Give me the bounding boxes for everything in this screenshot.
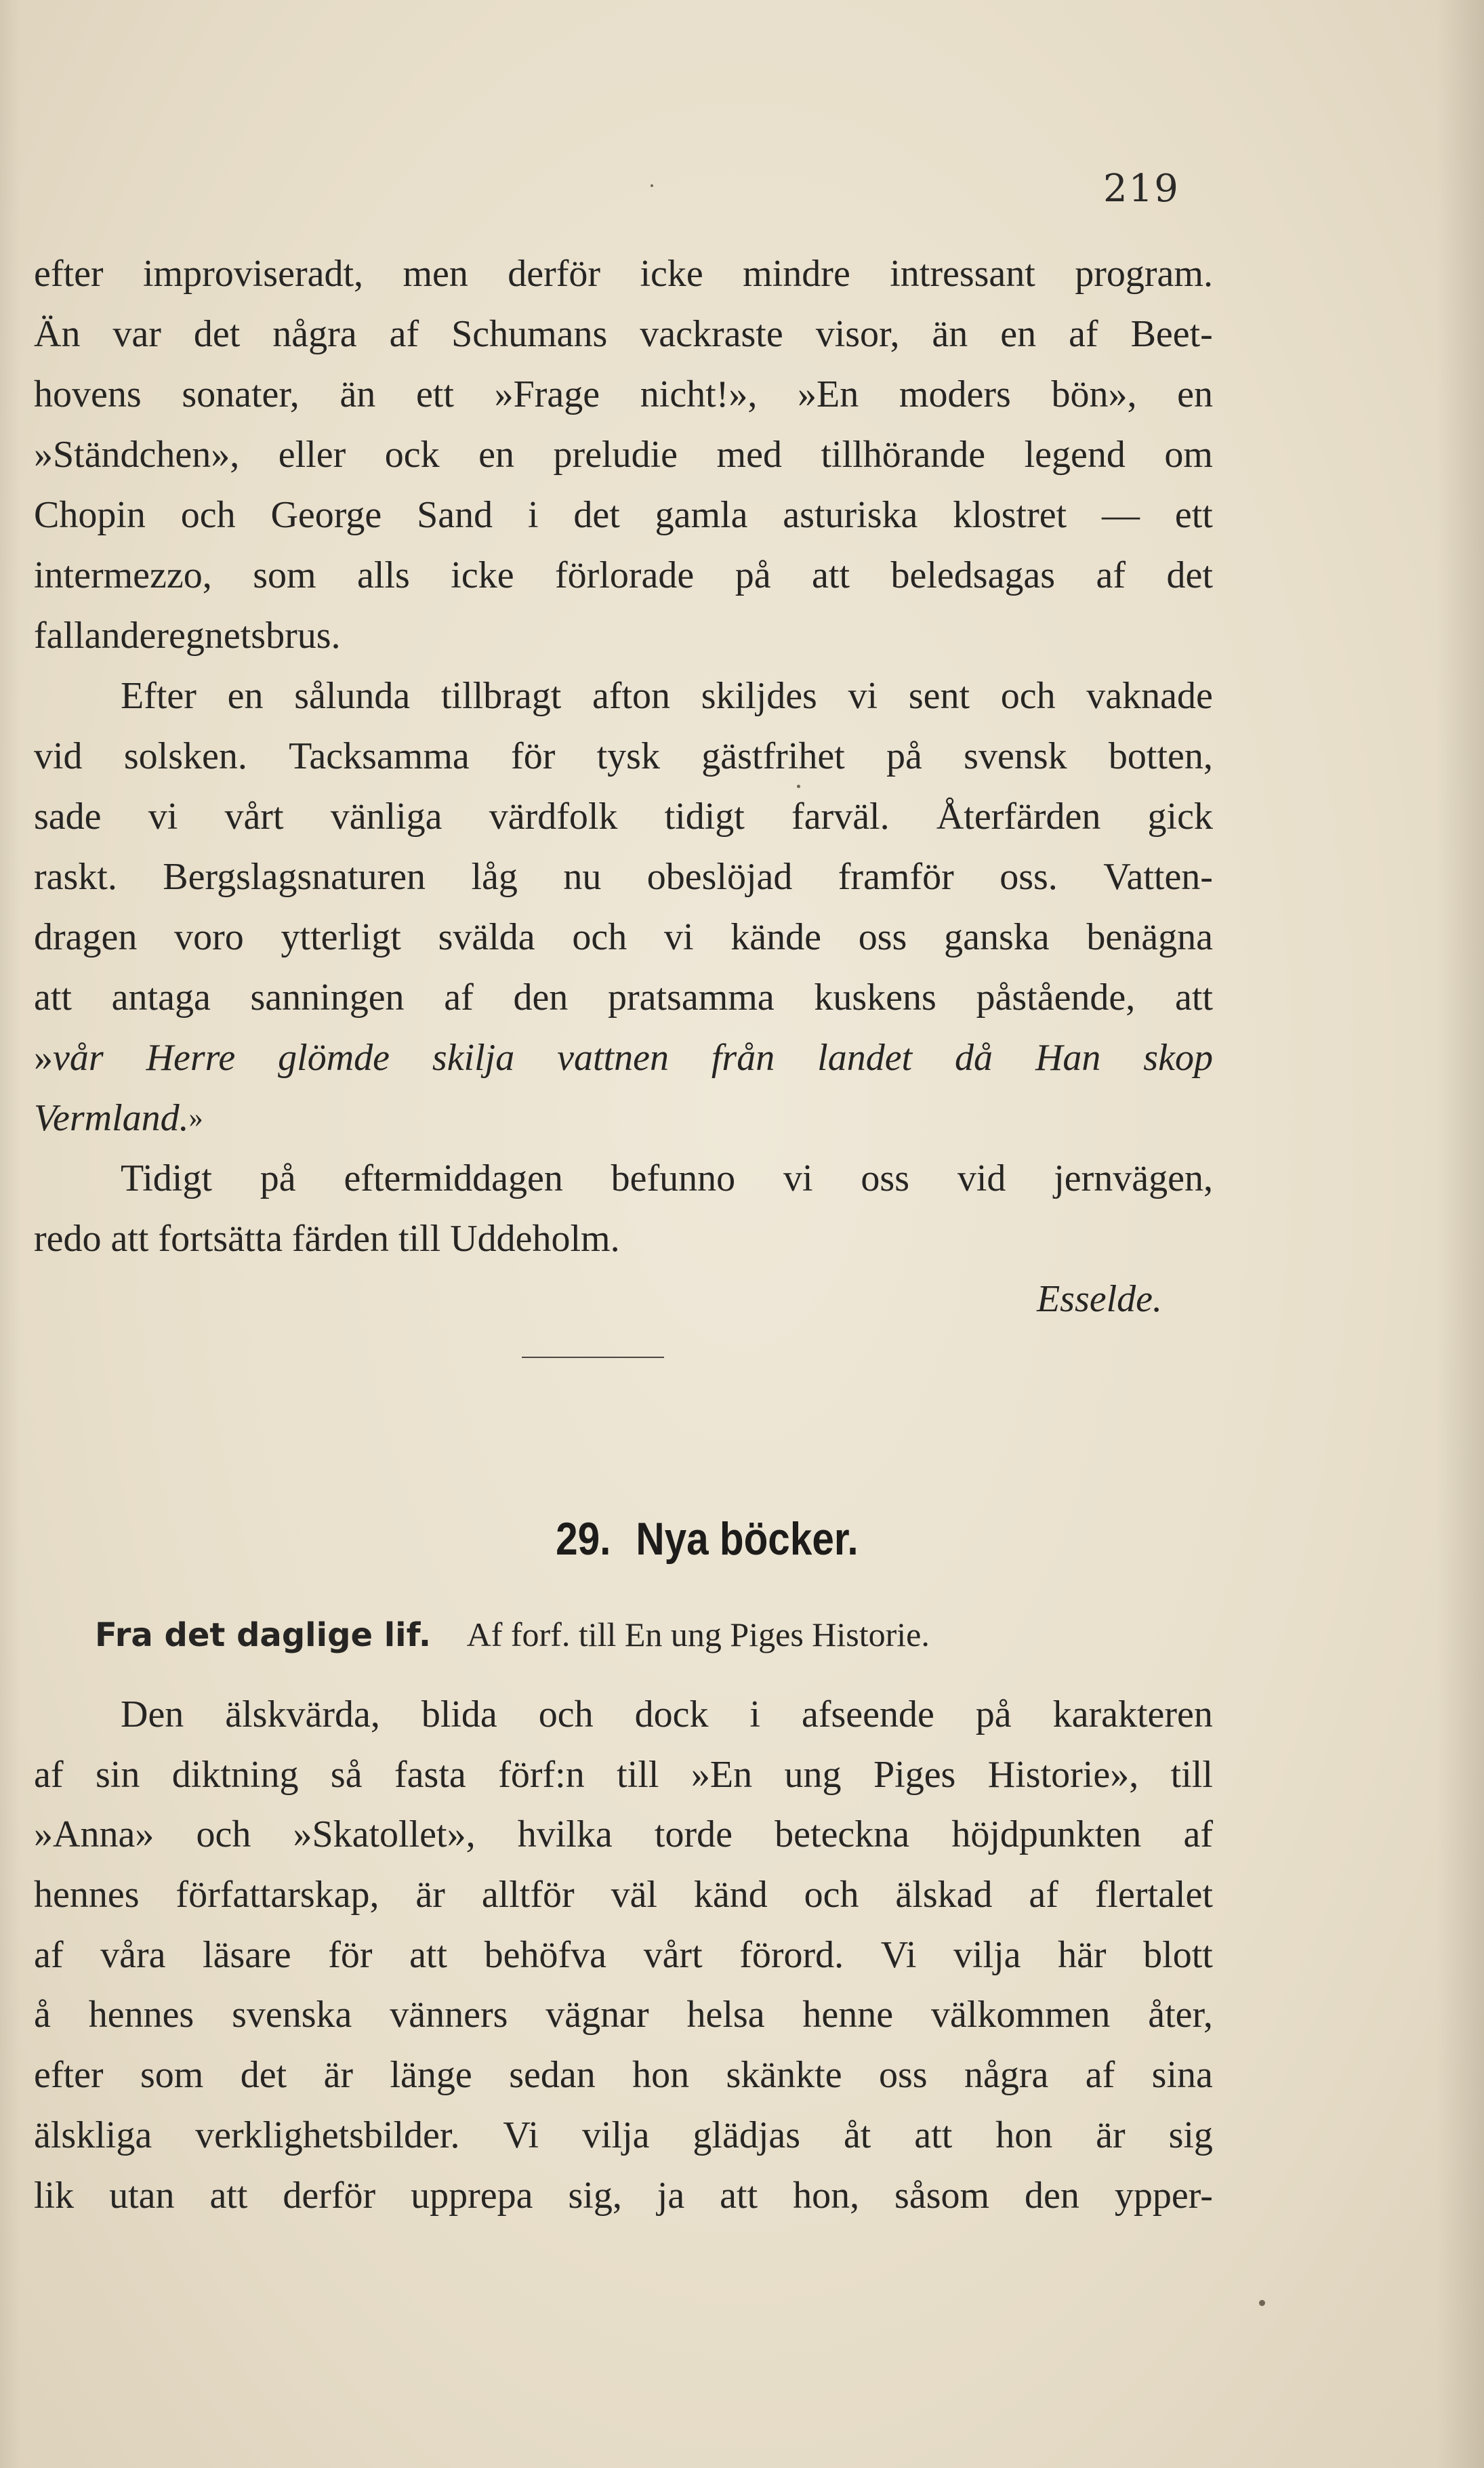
section-divider: [522, 1357, 664, 1358]
quote-text: [53, 1028, 1213, 1088]
word: att: [812, 554, 850, 596]
word: väl: [611, 1874, 657, 1916]
quote-line: [34, 1088, 1213, 1149]
word: intressant: [890, 253, 1035, 295]
word: tidigt: [664, 796, 745, 838]
text-line: [34, 1685, 1213, 1745]
word: och: [1000, 675, 1056, 717]
signature: Esselde.: [1036, 1278, 1162, 1320]
word: fallande: [34, 615, 157, 657]
word: tysk: [596, 735, 660, 777]
word: jernvägen,: [1054, 1157, 1213, 1199]
word: »En: [798, 373, 859, 415]
text-line: [34, 1865, 1213, 1925]
word: legend: [1024, 434, 1126, 476]
word: och: [572, 916, 627, 958]
review-text: [34, 1685, 1213, 2225]
word: en: [478, 434, 515, 476]
word: »Skatollet»,: [293, 1813, 476, 1856]
word: välkommen: [930, 1994, 1111, 2036]
word: botten,: [1108, 735, 1213, 777]
word: af: [1069, 313, 1098, 355]
word: det: [1166, 554, 1213, 596]
word: om: [1164, 434, 1213, 476]
word: sina: [1151, 2054, 1213, 2097]
word: solsken.: [123, 735, 247, 777]
word: än: [932, 313, 968, 355]
word: ung: [784, 1753, 842, 1796]
word: tillbragt: [440, 675, 562, 717]
word: värdfolk: [489, 796, 618, 838]
word: vaknade: [1086, 675, 1213, 717]
word: att: [209, 2174, 248, 2217]
word: höjdpunkten: [951, 1813, 1142, 1856]
word: å: [34, 1994, 51, 2036]
word: i: [749, 1693, 760, 1735]
word: beteckna: [775, 1813, 910, 1856]
word: —: [1102, 494, 1140, 536]
word: och: [804, 1874, 859, 1916]
word: behöfva: [484, 1933, 606, 1976]
text-line: [34, 1805, 1213, 1865]
word: älskliga: [34, 2114, 152, 2156]
book-reference: [95, 1615, 930, 1654]
word: Vi: [503, 2114, 539, 2156]
word: på: [886, 735, 922, 777]
word: åter,: [1148, 1994, 1213, 2036]
word: beledsagas: [890, 554, 1056, 596]
word: befunno: [611, 1157, 736, 1199]
text-line: [34, 1925, 1213, 1986]
quote-text-end: Vermland.: [34, 1097, 189, 1139]
word: Schumans: [451, 313, 608, 355]
word: gästfrihet: [701, 735, 845, 777]
word: nu: [563, 856, 602, 898]
text-line: [34, 365, 1213, 425]
article-text: [34, 244, 1213, 1330]
word: som: [253, 554, 316, 596]
word: sålunda: [294, 675, 411, 717]
word: vilja: [953, 1933, 1021, 1976]
word: tillhörande: [821, 434, 986, 476]
word: fasta: [394, 1753, 466, 1796]
word: eftermiddagen: [344, 1157, 563, 1199]
word: dock: [634, 1693, 709, 1735]
word: vattnen: [557, 1037, 669, 1079]
word: brus.: [266, 615, 341, 657]
page-edge-shadow: [1437, 0, 1484, 2468]
section-title: Nya böcker.: [636, 1513, 859, 1565]
word: farväl.: [791, 796, 890, 838]
word: det: [240, 2054, 287, 2097]
word: afton: [592, 675, 671, 717]
text-line: [34, 546, 1213, 606]
word: landet: [817, 1037, 913, 1079]
word: gamla: [655, 494, 748, 536]
word: för: [328, 1933, 373, 1976]
word: en: [227, 675, 264, 717]
word: ett: [1174, 494, 1213, 536]
word: sin: [95, 1753, 140, 1796]
word: eller: [278, 434, 346, 476]
word: gick: [1147, 796, 1213, 838]
text-line: [34, 666, 1213, 726]
word: helsa: [686, 1994, 765, 2036]
word: preludie: [553, 434, 678, 476]
word: efter: [34, 253, 104, 295]
word: så: [330, 1753, 363, 1796]
word: är: [1096, 2114, 1126, 2156]
word: hvilka: [517, 1813, 613, 1856]
text-line: [34, 787, 1213, 847]
word: som: [140, 2054, 204, 2097]
word: förlorade: [555, 554, 695, 596]
word: vi: [848, 675, 878, 717]
word: den: [513, 976, 569, 1019]
word: Tidigt: [121, 1157, 212, 1199]
word: ypper-: [1114, 2174, 1213, 2217]
word: vid: [957, 1157, 1006, 1199]
page-edge-shadow-left: [0, 0, 20, 2468]
word: och: [196, 1813, 251, 1856]
word: vänners: [390, 1994, 508, 2036]
text-line: redo att fortsätta färden till Uddeholm.: [34, 1218, 620, 1260]
word: sig,: [568, 2174, 622, 2217]
word: att: [1174, 976, 1213, 1019]
word: påstående,: [976, 976, 1136, 1019]
book-author-note: Af forf. till En ung Piges Historie.: [466, 1616, 930, 1653]
word: lik: [34, 2174, 75, 2217]
text-line: [34, 2166, 1213, 2226]
word: vackraste: [640, 313, 783, 355]
word: kuskens: [814, 976, 936, 1019]
word: improviseradt,: [142, 253, 364, 295]
word: ja: [657, 2174, 685, 2217]
word: förf:n: [498, 1753, 585, 1796]
word: intermezzo,: [34, 554, 212, 596]
word: då: [955, 1037, 993, 1079]
word: är: [415, 1874, 445, 1916]
word: att: [409, 1933, 448, 1976]
word: vänliga: [330, 796, 442, 838]
section-number: 29.: [556, 1513, 611, 1565]
word: »Ständchen»,: [34, 434, 240, 476]
word: afseende: [801, 1693, 934, 1735]
text-line: [34, 2105, 1213, 2166]
word: vi: [783, 1157, 813, 1199]
word: att: [914, 2114, 953, 2156]
text-line: [34, 2045, 1213, 2105]
word: en: [1000, 313, 1037, 355]
word: svälda: [438, 916, 535, 958]
word: Återfärden: [936, 796, 1101, 838]
word: af: [444, 976, 474, 1019]
word: låg: [471, 856, 518, 898]
word: älskad: [895, 1874, 993, 1916]
word: af: [389, 313, 419, 355]
word: vi: [148, 796, 178, 838]
word: sonater,: [182, 373, 300, 415]
word: derför: [283, 2174, 376, 2217]
text-line: [34, 1149, 1213, 1209]
word: sade: [34, 796, 102, 838]
word: från: [711, 1037, 775, 1079]
word: i: [527, 494, 539, 536]
quote-close-mark: »: [188, 1103, 203, 1134]
word: kände: [730, 916, 822, 958]
book-title: Fra det daglige lif.: [95, 1616, 432, 1654]
word: ytterligt: [281, 916, 401, 958]
word: blott: [1143, 1933, 1213, 1976]
word: svensk: [964, 735, 1067, 777]
word: af: [1183, 1813, 1213, 1856]
word: Beet-: [1130, 313, 1213, 355]
word: på: [260, 1157, 296, 1199]
word: och: [180, 494, 236, 536]
word: känd: [693, 1874, 768, 1916]
text-line: [34, 1985, 1213, 2045]
word: såsom: [894, 2174, 990, 2217]
word: vår: [53, 1037, 104, 1079]
word: hovens: [34, 373, 142, 415]
word: skop: [1143, 1037, 1213, 1079]
word: än: [339, 373, 376, 415]
word: Sand: [417, 494, 493, 536]
word: karakteren: [1052, 1693, 1213, 1735]
word: moders: [899, 373, 1011, 415]
word: visor,: [815, 313, 900, 355]
word: voro: [174, 916, 244, 958]
word: glädjas: [693, 2114, 801, 2156]
word: regnets: [156, 615, 266, 657]
word: med: [716, 434, 782, 476]
word: är: [323, 2054, 354, 2097]
paper-speck: [651, 184, 653, 187]
word: sanningen: [250, 976, 405, 1019]
word: ock: [384, 434, 440, 476]
word: våra: [100, 1933, 166, 1976]
text-line: [34, 425, 1213, 485]
word: sent: [908, 675, 970, 717]
word: diktning: [171, 1753, 299, 1796]
word: Piges: [873, 1753, 956, 1796]
word: klostret: [953, 494, 1067, 536]
word: mindre: [743, 253, 850, 295]
text-line: [34, 485, 1213, 546]
word: sedan: [509, 2054, 596, 2097]
word: och: [538, 1693, 594, 1735]
word: pratsamma: [607, 976, 775, 1019]
word: Den: [121, 1693, 184, 1735]
paper-speck: [797, 785, 800, 788]
word: oss: [858, 916, 907, 958]
word: torde: [654, 1813, 733, 1856]
word: Tacksamma: [289, 735, 470, 777]
word: benägna: [1086, 916, 1213, 958]
text-line: [34, 1745, 1213, 1805]
word: oss: [861, 1157, 909, 1199]
word: oss: [878, 2054, 928, 2097]
word: Vatten-: [1103, 856, 1213, 898]
word: sig: [1168, 2114, 1213, 2156]
word: af: [1085, 2054, 1115, 2097]
word: ett: [415, 373, 454, 415]
word: obeslöjad: [646, 856, 793, 898]
word: efter: [34, 2054, 104, 2097]
word: hon: [632, 2054, 690, 2097]
word: att: [34, 976, 72, 1019]
word: en: [1177, 373, 1213, 415]
word: »En: [691, 1753, 753, 1796]
word: några: [964, 2054, 1049, 2097]
word: verklighetsbilder.: [195, 2114, 460, 2156]
word: hennes: [88, 1994, 194, 2036]
word: glömde: [278, 1037, 390, 1079]
word: att: [720, 2174, 758, 2217]
text-line: [34, 304, 1213, 365]
word: älskvärda,: [225, 1693, 380, 1735]
text-line: [34, 244, 1213, 304]
word: hennes: [34, 1874, 140, 1916]
word: nicht!»,: [640, 373, 758, 415]
word: program.: [1075, 253, 1213, 295]
word: åt: [843, 2114, 871, 2156]
signature-line: [34, 1269, 1213, 1330]
word: dragen: [34, 916, 138, 958]
text-line: [34, 726, 1213, 787]
word: framför: [838, 856, 954, 898]
word: alltför: [481, 1874, 575, 1916]
word: vägnar: [545, 1994, 649, 2036]
word: ganska: [944, 916, 1050, 958]
word: på: [975, 1693, 1012, 1735]
word: flertalet: [1094, 1874, 1213, 1916]
word: det: [573, 494, 620, 536]
word: vilja: [581, 2114, 650, 2156]
word: förord.: [739, 1933, 844, 1976]
word: vårt: [643, 1933, 703, 1976]
word: af: [34, 1753, 64, 1796]
text-line: [34, 968, 1213, 1028]
word: skänkte: [726, 2054, 842, 2097]
quote-open-mark: »: [34, 1037, 53, 1079]
word: den: [1025, 2174, 1079, 2217]
word: vårt: [224, 796, 284, 838]
word: Chopin: [34, 494, 146, 536]
word: Herre: [146, 1037, 236, 1079]
word: Bergslagsnaturen: [163, 856, 426, 898]
paper-speck: [1259, 2300, 1265, 2306]
word: var: [112, 313, 161, 355]
word: af: [34, 1933, 64, 1976]
word: hon,: [793, 2174, 860, 2217]
word: alls: [357, 554, 410, 596]
word: upprepa: [411, 2174, 533, 2217]
word: »Anna»: [34, 1813, 154, 1856]
text-line: [34, 907, 1213, 968]
word: Historie»,: [987, 1753, 1139, 1796]
word: henne: [802, 1994, 894, 2036]
page-number: 219: [1103, 167, 1180, 211]
word: utan: [109, 2174, 175, 2217]
word: Efter: [121, 675, 197, 717]
word: bön»,: [1051, 373, 1137, 415]
word: af: [1029, 1874, 1058, 1916]
word: för: [511, 735, 556, 777]
word: antaga: [111, 976, 211, 1019]
word: vi: [663, 916, 694, 958]
word: skiljdes: [701, 675, 817, 717]
word: »Frage: [494, 373, 600, 415]
word: Vi: [880, 1933, 917, 1976]
section-heading: [104, 1513, 1380, 1565]
word: George: [270, 494, 382, 536]
quote-line: [34, 1028, 1213, 1088]
word: asturiska: [783, 494, 918, 536]
word: skilja: [432, 1037, 515, 1079]
word: derför: [508, 253, 601, 295]
word: länge: [390, 2054, 472, 2097]
word: svenska: [232, 1994, 352, 2036]
word: här: [1058, 1933, 1107, 1976]
word: raskt.: [34, 856, 117, 898]
word: icke: [451, 554, 514, 596]
word: till: [1170, 1753, 1213, 1796]
word: blida: [421, 1693, 497, 1735]
word: författarskap,: [176, 1874, 379, 1916]
word: vid: [34, 735, 83, 777]
word: hon: [995, 2114, 1053, 2156]
word: Han: [1035, 1037, 1101, 1079]
word: läsare: [203, 1933, 291, 1976]
word: icke: [640, 253, 703, 295]
text-line: [34, 606, 1213, 666]
text-line: [34, 847, 1213, 907]
word: på: [735, 554, 771, 596]
word: några: [272, 313, 357, 355]
word: oss.: [999, 856, 1058, 898]
word: af: [1096, 554, 1126, 596]
word: till: [617, 1753, 659, 1796]
word: det: [193, 313, 241, 355]
word: men: [403, 253, 468, 295]
word: Än: [34, 313, 81, 355]
